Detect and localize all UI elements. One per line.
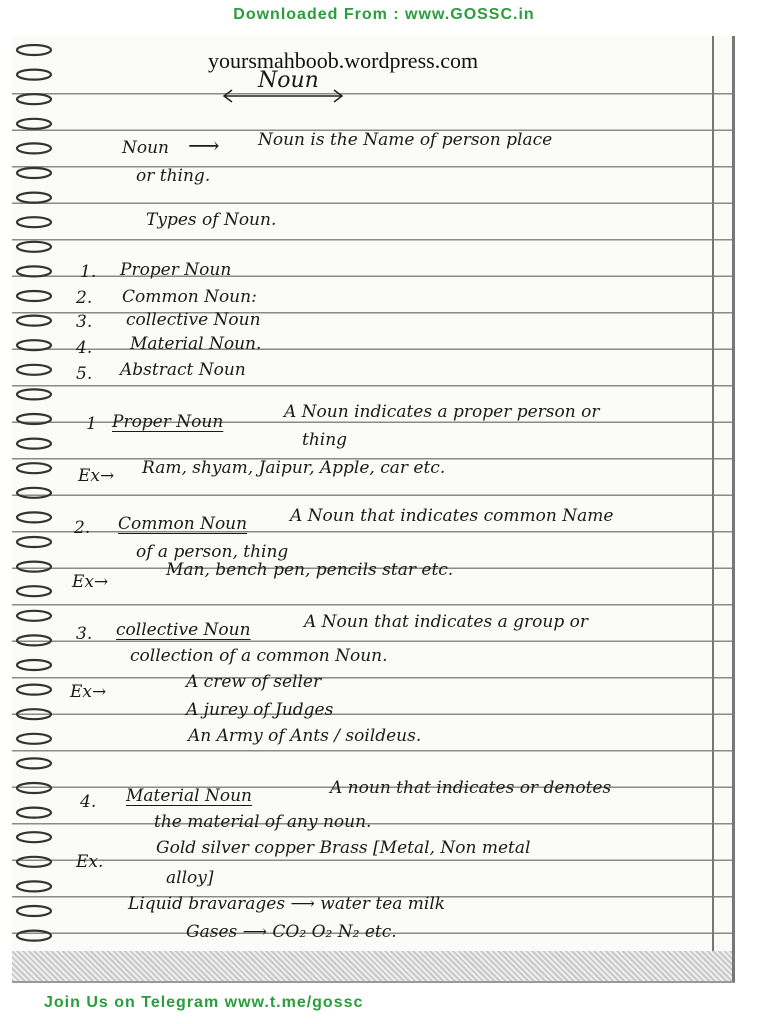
spiral-ring <box>17 94 51 104</box>
spiral-ring <box>17 586 51 596</box>
spiral-ring <box>17 562 51 572</box>
spiral-ring <box>17 70 51 80</box>
spiral-ring <box>17 512 51 522</box>
spiral-ring <box>17 660 51 670</box>
spiral-ring <box>17 832 51 842</box>
spiral-ring <box>17 931 51 941</box>
spiral-ring <box>17 143 51 153</box>
spiral-ring <box>17 242 51 252</box>
definition-line-2: or thing. <box>136 166 211 186</box>
spiral-ring <box>17 709 51 719</box>
site-url: yoursmahboob.wordpress.com <box>208 48 479 73</box>
margin-line <box>712 36 714 951</box>
spiral-ring <box>17 168 51 178</box>
spiral-ring <box>17 389 51 399</box>
spiral-ring <box>17 193 51 203</box>
spiral-ring <box>17 537 51 547</box>
spiral-ring <box>17 119 51 129</box>
telegram-banner: Join Us on Telegram www.t.me/gossc <box>44 994 364 1011</box>
spiral-ring <box>17 316 51 326</box>
spiral-ring <box>17 439 51 449</box>
spiral-ring <box>17 783 51 793</box>
spiral-ring <box>17 266 51 276</box>
definition-arrow: ⟶ <box>188 134 220 159</box>
spiral-ring <box>17 758 51 768</box>
spiral-ring <box>17 365 51 375</box>
heading-double-arrow <box>218 88 348 104</box>
spiral-binding <box>12 44 58 964</box>
download-banner: Downloaded From : www.GOSSC.in <box>233 6 535 23</box>
spiral-ring <box>17 414 51 424</box>
spiral-ring <box>17 635 51 645</box>
spiral-ring <box>17 611 51 621</box>
spiral-ring <box>17 857 51 867</box>
spiral-ring <box>17 734 51 744</box>
spiral-ring <box>17 291 51 301</box>
spiral-ring <box>17 45 51 55</box>
spiral-ring <box>17 488 51 498</box>
spiral-ring <box>17 463 51 473</box>
definition-term: Noun <box>122 138 170 158</box>
spiral-ring <box>17 340 51 350</box>
spiral-ring <box>17 881 51 891</box>
spiral-ring <box>17 906 51 916</box>
spiral-ring <box>17 685 51 695</box>
definition-line-1: Noun is the Name of person place <box>258 130 553 150</box>
spiral-ring <box>17 808 51 818</box>
types-heading: Types of Noun. <box>146 210 277 230</box>
spiral-ring <box>17 217 51 227</box>
page-heading: Noun <box>258 68 319 93</box>
